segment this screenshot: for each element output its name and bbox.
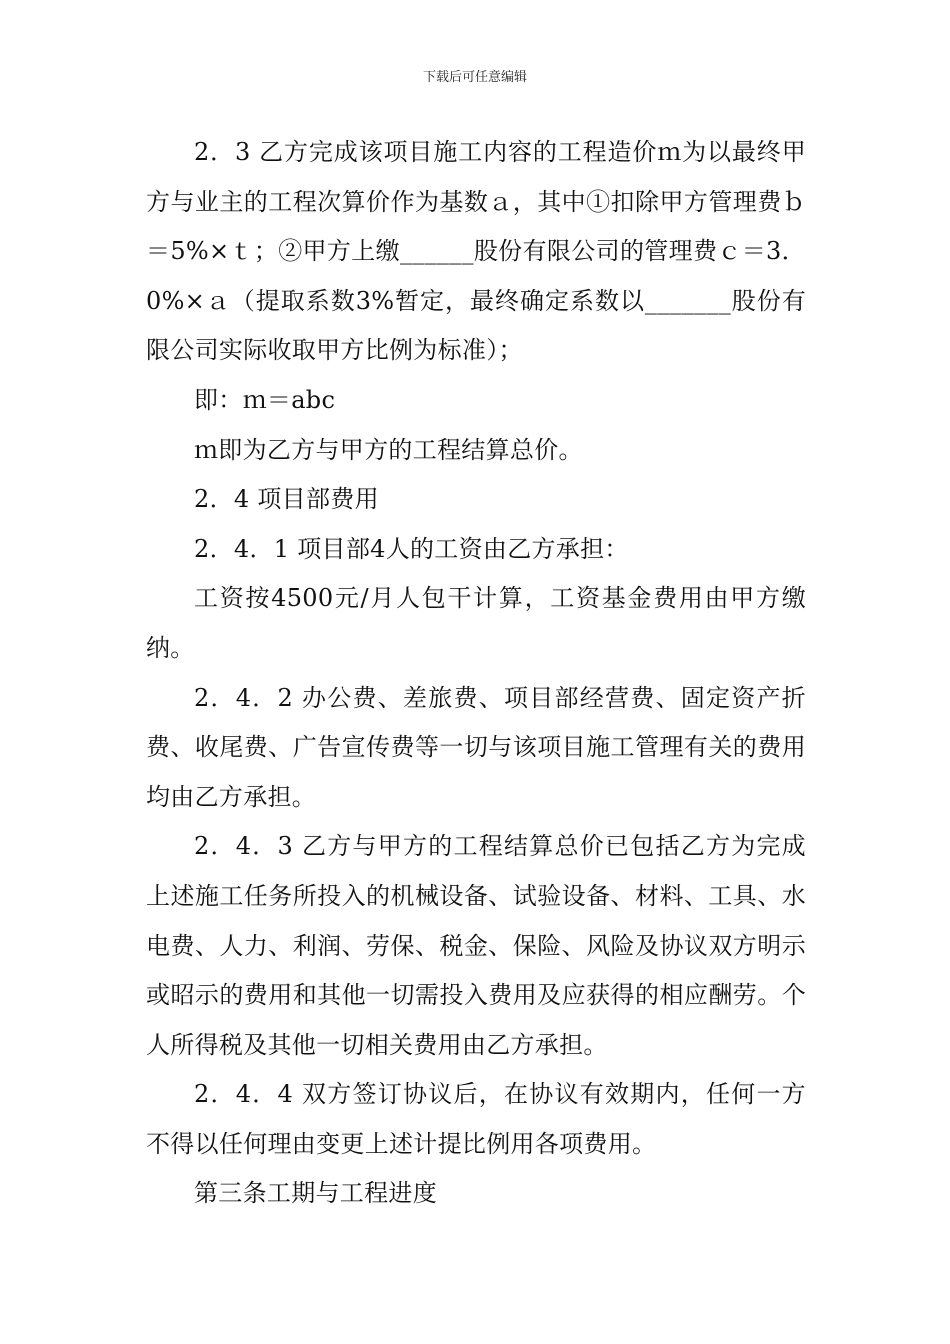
page-header: 下载后可任意编辑 xyxy=(422,70,527,85)
paragraph-2-4-3: 2．4．3 乙方与甲方的工程结算总价已包括乙方为完成上述施工任务所投入的机械设备、试验设备、材料、工具、水电费、人力、利润、劳保、税金、保险、风险及协议双方明示或昭示的费用和其他一切需投入费用及应获得的相应酬劳。个人所得税及其他一切相关费用由乙方承担。 xyxy=(146,832,806,1059)
paragraph-salary: 工资按4500元/月人包干计算，工资基金费用由甲方缴纳。 xyxy=(146,584,806,662)
article-heading-3: 第三条工期与工程进度 xyxy=(194,1179,437,1208)
paragraph-2-3: 2．3 乙方完成该项目施工内容的工程造价ｍ为以最终甲方与业主的工程次算价作为基数ａ，其中①扣除甲方管理费ｂ＝5%×ｔ；②甲方上缴______股份有限公司的管理费ｃ＝3．0%×ａ（提取系数3%暂定，最终确定系数以_______股份有限公司实际收取甲方比例为标准）； xyxy=(146,138,806,365)
paragraph-formula: 即：ｍ＝abc xyxy=(194,385,336,414)
paragraph-total-price: ｍ即为乙方与甲方的工程结算总价。 xyxy=(194,435,583,464)
paragraph-2-4-1: 2．4．1 项目部4人的工资由乙方承担： xyxy=(194,534,629,563)
document-body xyxy=(146,128,806,1219)
section-heading-2-4: 2．4 项目部费用 xyxy=(194,485,379,514)
paragraph-2-4-2: 2．4．2 办公费、差旅费、项目部经营费、固定资产折费、收尾费、广告宣传费等一切与该项目施工管理有关的费用均由乙方承担。 xyxy=(146,683,806,811)
paragraph-2-4-4: 2．4．4 双方签订协议后，在协议有效期内，任何一方不得以任何理由变更上述计提比例用各项费用。 xyxy=(146,1080,806,1158)
